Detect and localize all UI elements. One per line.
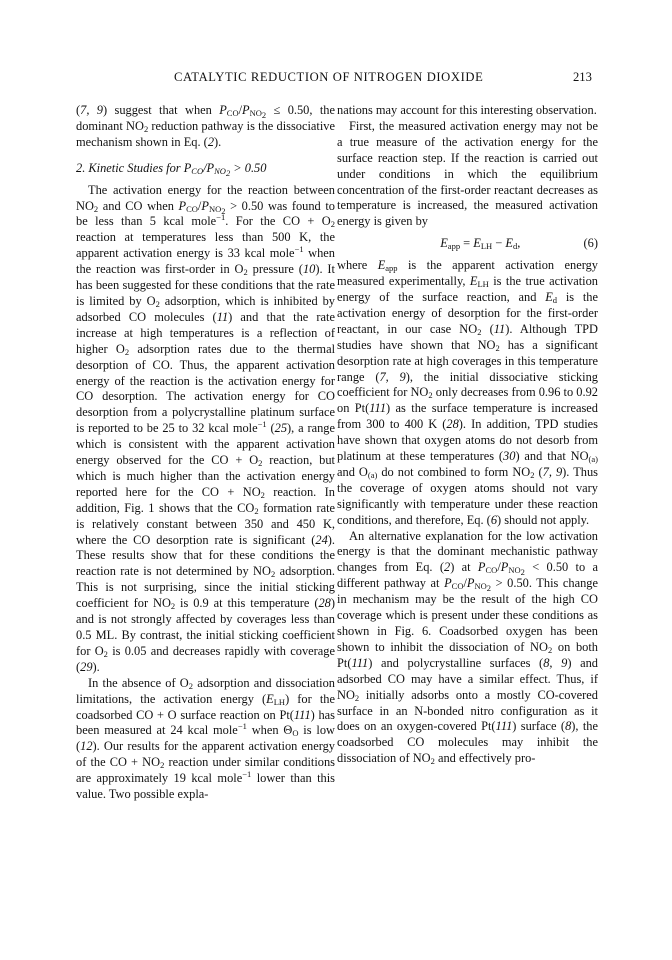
right-column bbox=[337, 103, 598, 767]
section-heading: 2. Kinetic Studies for $P_{CO}/P_{NO_2} > 0.50$ bbox=[76, 160, 267, 178]
intro-paragraph: (7, 9) suggest that when $P_{CO}/P_{NO_2} \le 0.50$, the dominant $NO_2$ reduction pathway is the dissociative mechanism shown in Eq. (2). bbox=[76, 103, 335, 149]
left-column bbox=[76, 103, 335, 803]
right-paragraph-3: An alternative explanation for the low activation energy is that the dominant mechanistic pathway changes from Eq. (2) at $P_{CO}/P_{NO_2} < 0.50$ to a different pathway at $P_{CO}/P_{NO_2} > 0.50$. This change in mechanism may be the result of the high CO coverage which is present under these conditions as shown in Fig. 6. Coadsorbed oxygen has been shown to inhibit the dissociation of $NO_2$ on both Pt(111) and polycrystalline surfaces (8, 9) and adsorbed CO may have a similar effect. Thus, if $NO_2$ initially adsorbs onto a mostly CO-covered surface in an N-bonded nitro configuration as it does on an oxygen-covered Pt(111) surface (8), the coadsorbed CO molecules may inhibit the dissociation of $NO_2$ and effectively pro- bbox=[337, 528, 599, 767]
equation-6 bbox=[337, 236, 598, 252]
equation-number: (6) bbox=[583, 236, 598, 251]
running-head: CATALYTIC REDUCTION OF NITROGEN DIOXIDE bbox=[174, 70, 484, 84]
right-continued-paragraph: nations may account for this interesting observation. bbox=[337, 103, 597, 117]
right-paragraph-2: where $E_{app}$ is the apparent activation energy measured experimentally, $E_{LH}$ is the true activation energy of the surface reaction, and $E_d$ is the activation energy of desorption for the first-order reactant, in our case $NO_2$ (11). Although TPD studies have shown that $NO_2$ has a significant desorption rate at high coverages in this temperature range (7, 9), the initial dissociative sticking coefficient for $NO_2$ only decreases from 0.96 to 0.92 on Pt(111) as the surface temperature is increased from 300 to 400 K (28). In addition, TPD studies have shown that oxygen atoms do not desorb from platinum at these temperatures (30) and that $NO_{(a)}$ and $O_{(a)}$ do not combined to form $NO_2$ (7, 9). Thus the coverage of oxygen atoms should not vary significantly with temperature under these reaction conditions, and therefore, Eq. (6) should not apply. bbox=[337, 258, 598, 527]
page-number: 213 bbox=[573, 70, 592, 84]
equation-body: $E_{app} = E_{LH} - E_d$, bbox=[440, 236, 521, 252]
right-paragraph-1: First, the measured activation energy may not be a true measure of the activation energy for the surface reaction step. If the reaction is carried out under conditions in which the equilibrium concentration of the first-order reactant decreases as temperature is increased, the measured activation energy is given by bbox=[337, 118, 598, 229]
left-paragraph-2: In the absence of $O_2$ adsorption and dissociation limitations, the activation energy $(E_{LH})$ for the coadsorbed CO + O surface reaction on Pt(111) has been measured at 24 kcal mole$^{-1}$ when $\Theta_O$ is low (12). Our results for the apparent activation energy of the CO + $NO_2$ reaction under similar conditions are approximately 19 kcal mole$^{-1}$ lower than this value. Two possible expla- bbox=[76, 675, 335, 802]
left-paragraph-1: The activation energy for the reaction between $NO_2$ and CO when $P_{CO}/P_{NO_2} > 0.50$ was found to be less than 5 kcal mole$^{-1}$. For the CO + $O_2$ reaction at temperatures less than 500 K, the apparent activation energy is 33 kcal mole$^{-1}$ when the reaction was first-order in $O_2$ pressure (10). It has been suggested for these conditions that the rate is limited by $O_2$ adsorption, which is inhibited by adsorbed CO molecules (11) and that the rate increase at high temperatures is a reflection of higher $O_2$ adsorption rates due to the thermal desorption of CO. Thus, the apparent activation energy of the reaction is the activation energy for CO desorption. The activation energy for CO desorption from a polycrystalline platinum surface is reported to be 25 to 32 kcal mole$^{-1}$ (25), a range which is consistent with the apparent activation energy observed for the CO + $O_2$ reaction, but which is much higher than the activation energy reported here for the CO + $NO_2$ reaction. In addition, Fig. 1 shows that the $CO_2$ formation rate is relatively constant between 350 and 450 K, where the CO desorption rate is significant (24). These results show that for these conditions the reaction rate is not determined by $NO_2$ adsorption. This is not surprising, since the initial sticking coefficient for $NO_2$ is 0.9 at this temperature (28) and is not strongly affected by coverages less than 0.5 ML. By contrast, the initial sticking coefficient for $O_2$ is 0.05 and decreases rapidly with coverage (29). bbox=[76, 182, 336, 674]
